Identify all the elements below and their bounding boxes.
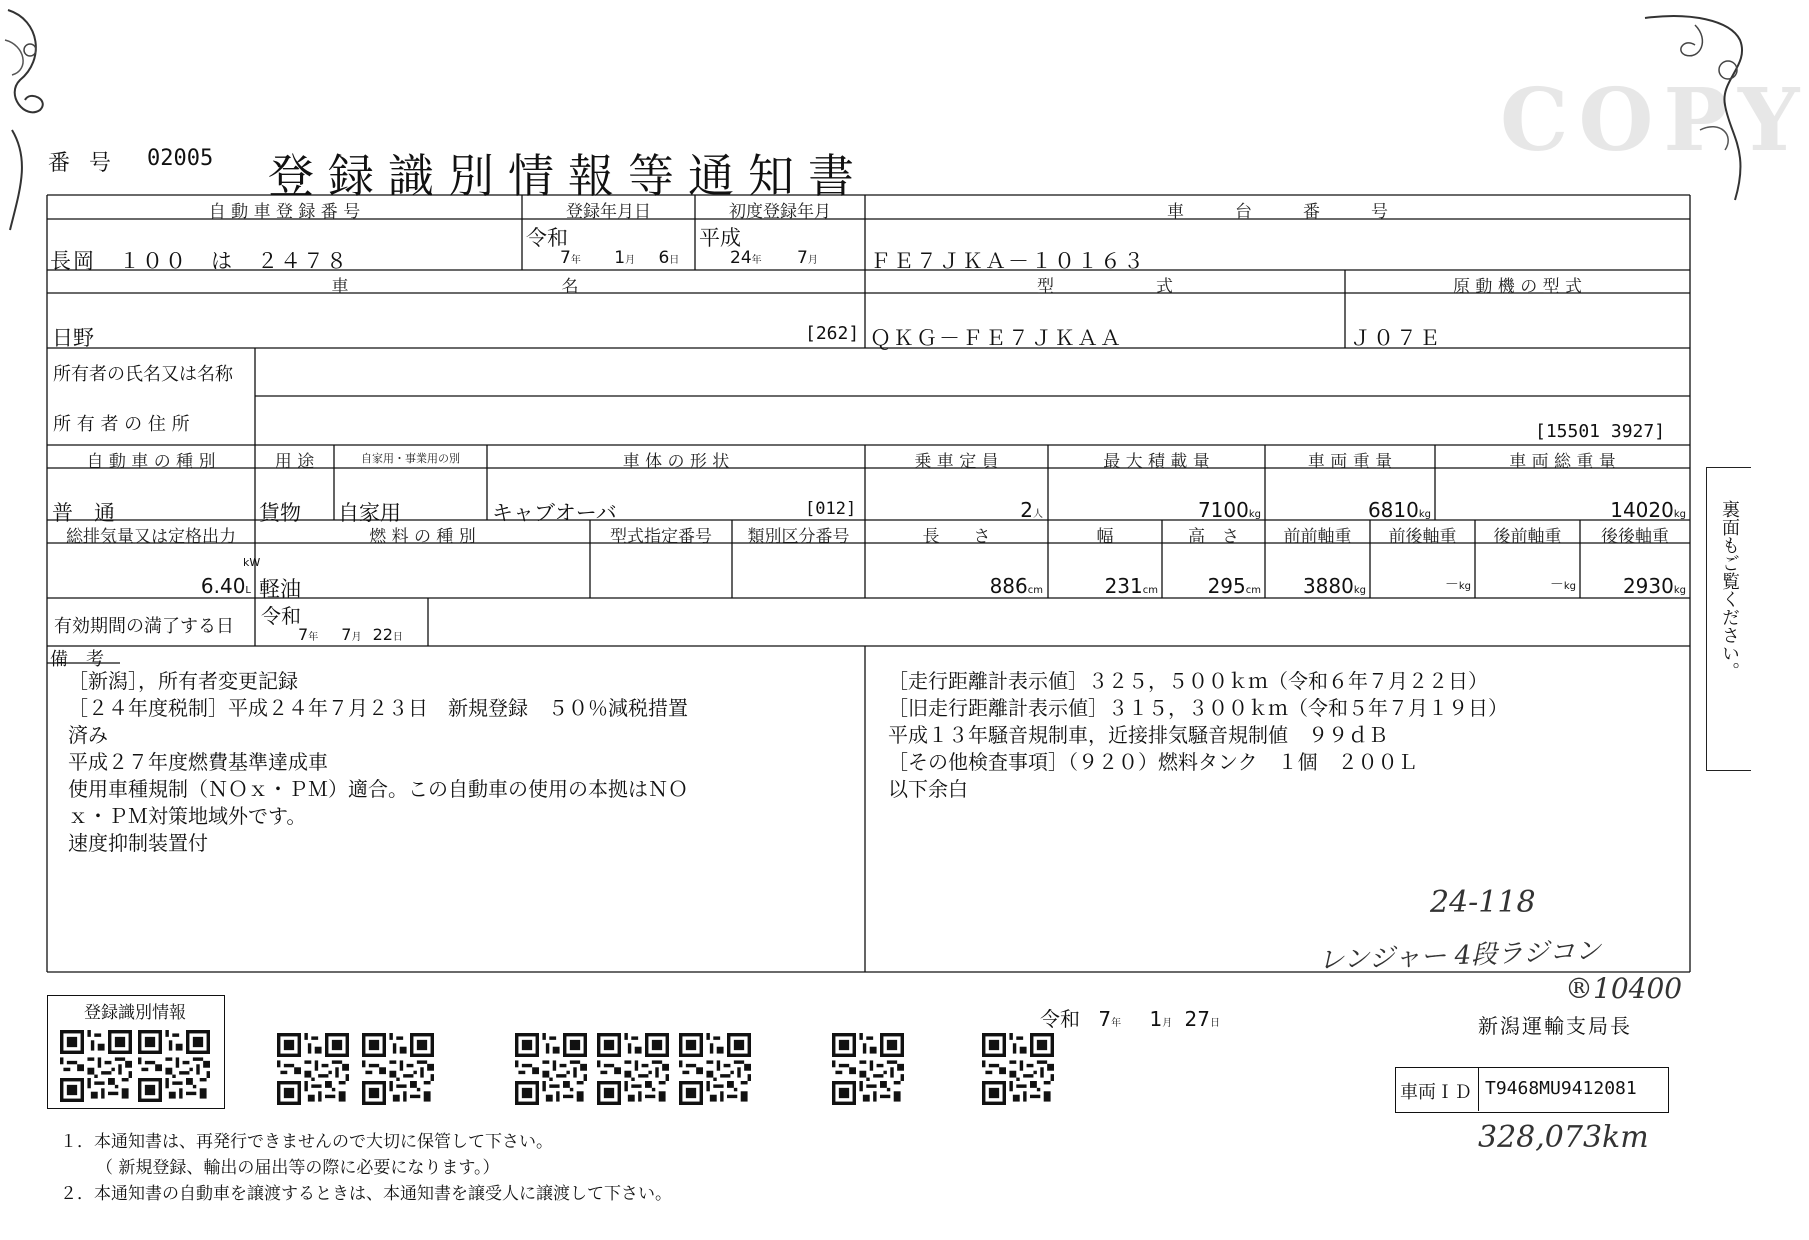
maker-value: 日野 (52, 326, 94, 350)
qr-code (515, 1033, 587, 1105)
qr-box-title: 登録識別情報 (84, 1003, 186, 1023)
header-rr-axle: 後後軸重 (1601, 527, 1669, 547)
remarks-left (68, 668, 688, 857)
remark-line: ［その他検査事項］（９２０）燃料タンク １個 ２００Ｌ (888, 750, 1418, 774)
header-usage: 用 途 (274, 452, 315, 472)
issuer: 新潟運輸支局長 (1478, 1014, 1632, 1038)
header-max-load: 最 大 積 載 量 (1103, 452, 1210, 472)
remark-line: ［２４年度税制］平成２４年７月２３日 新規登録 ５０％減税措置 (68, 696, 688, 720)
header-fr-axle: 前後軸重 (1388, 527, 1457, 547)
header-fuel: 燃 料 の 種 別 (369, 527, 476, 547)
fr-axle-value: －kg (1444, 577, 1471, 593)
capacity-value: 2人 (1020, 498, 1043, 522)
remark-line: 以下余白 (888, 777, 968, 801)
side-note: 裏面もご覧ください。 (1719, 500, 1740, 680)
remarks-label: 備 考 (50, 649, 104, 670)
owner-name-label: 所有者の氏名又は名称 (53, 364, 233, 385)
owner-address-label: 所 有 者 の 住 所 (53, 414, 190, 435)
ff-axle-value: 3880kg (1302, 574, 1366, 598)
header-car: 車 (331, 277, 349, 297)
doc-number: 02005 (147, 146, 214, 171)
header-length: 長 さ (922, 527, 991, 547)
handwritten-price: ®10400 (1565, 972, 1683, 1005)
vehicle-id: T9468MU9412081 (1485, 1078, 1637, 1099)
gross-weight-value: 14020kg (1610, 498, 1686, 522)
header-private-business: 自家用・事業用の別 (361, 452, 460, 465)
height-value: 295cm (1207, 574, 1261, 598)
qr-code (679, 1033, 751, 1105)
header-reg-date: 登録年月日 (566, 202, 651, 222)
issue-date: 令和 7年 1月 27日 (1040, 1007, 1220, 1031)
footer-note: （ 新規登録、輸出の届出等の際に必要になります。） (96, 1158, 500, 1178)
qr-code (277, 1033, 349, 1105)
header-engine: 原 動 機 の 型 式 (1452, 277, 1583, 297)
expiry-date: 7年 7月 22日 (298, 625, 403, 644)
maker-code: [262] (805, 323, 860, 344)
header-vehicle-weight: 車 両 重 量 (1307, 452, 1393, 472)
body-shape-value: キャブオーバ (492, 501, 617, 525)
copy-watermark: COPY (1500, 70, 1809, 171)
address-code: [15501 3927] (1535, 421, 1666, 442)
header-rf-axle: 後前軸重 (1493, 527, 1562, 547)
displacement-unit-top: kW (243, 556, 261, 569)
remark-line: ［旧走行距離計表示値］３１５，３００ｋｍ（令和５年７月１９日） (888, 696, 1508, 720)
doc-number-label: 番 号 (48, 151, 117, 176)
header-capacity: 乗 車 定 員 (914, 452, 999, 472)
header-width: 幅 (1096, 527, 1114, 547)
header-model: 型 式 (1037, 277, 1173, 297)
expiry-label: 有効期間の満了する日 (54, 616, 234, 637)
rf-axle-value: －kg (1549, 577, 1576, 593)
header-category-number: 類別区分番号 (747, 527, 850, 547)
usage-value: 貨物 (259, 501, 301, 525)
header-reg-number: 自 動 車 登 録 番 号 (208, 202, 361, 222)
vehicle-id-label: 車両ＩＤ (1400, 1082, 1472, 1103)
vehicle-weight-value: 6810kg (1367, 498, 1431, 522)
private-business-value: 自家用 (338, 501, 401, 525)
remark-line: 速度抑制装置付 (68, 831, 208, 855)
qr-code (597, 1033, 669, 1105)
qr-code (362, 1033, 434, 1105)
expiry-era: 令和 (261, 604, 301, 628)
remark-line: 済み (68, 723, 108, 747)
remark-line: 平成１３年騒音規制車，近接排気騒音規制値 ９９ｄＢ (888, 723, 1388, 747)
body-code: [012] (805, 499, 857, 519)
qr-code (832, 1033, 904, 1105)
remark-line: ｘ・ＰＭ対策地域外です。 (68, 804, 307, 828)
qr-code (138, 1030, 210, 1102)
vehicle-kind-value: 普 通 (52, 501, 115, 525)
qr-code (982, 1033, 1054, 1105)
remarks-right (888, 668, 1508, 803)
handwritten-code: 24-118 (1430, 885, 1536, 920)
reg-date-value: 7年 1月 6日 (560, 248, 680, 268)
reg-number-value: 長岡 １００ は ２４７８ (50, 249, 349, 273)
rr-axle-value: 2930kg (1622, 574, 1686, 598)
fuel-value: 軽油 (259, 577, 301, 601)
header-displacement: 総排気量又は定格出力 (66, 527, 236, 547)
page-title: 登録識別情報等通知書 (268, 149, 868, 203)
vehicle-id-divider (1478, 1067, 1479, 1111)
header-vehicle-kind: 自 動 車 の 種 別 (86, 452, 216, 472)
header-name: 名 (561, 277, 579, 297)
handwritten-odometer: 328,073km (1478, 1120, 1649, 1155)
max-load-value: 7100kg (1197, 498, 1261, 522)
remark-line: 平成２７年度燃費基準達成車 (68, 750, 328, 774)
header-ff-axle: 前前軸重 (1283, 527, 1352, 547)
first-reg-era: 平成 (699, 226, 741, 250)
remark-line: ［走行距離計表示値］３２５，５００ｋｍ（令和６年７月２２日） (888, 669, 1488, 693)
header-gross-weight: 車 両 総 重 量 (1509, 452, 1616, 472)
engine-value: Ｊ０７Ｅ (1350, 326, 1442, 350)
handwritten-model-note: レンジャー 4段ラジコン (1317, 936, 1602, 976)
header-body-shape: 車 体 の 形 状 (622, 452, 730, 472)
displacement-value: 6.40L (200, 574, 251, 598)
header-type-designation: 型式指定番号 (610, 527, 712, 547)
model-value: ＱＫＧ－ＦＥ７ＪＫＡＡ (870, 326, 1123, 350)
remark-line: 使用車種規制（ＮＯｘ・ＰＭ）適合。この自動車の使用の本拠はＮＯ (68, 777, 688, 801)
footer-note: １．本通知書は、再発行できませんので大切に保管して下さい。 (60, 1132, 553, 1152)
header-height: 高 さ (1188, 527, 1239, 547)
reg-date-era: 令和 (526, 226, 568, 250)
chassis-number-value: ＦＥ７ＪＫＡ－１０１６３ (870, 249, 1146, 273)
length-value: 886cm (989, 574, 1043, 598)
header-first-reg: 初度登録年月 (729, 202, 831, 222)
qr-code (60, 1030, 132, 1102)
footer-note: ２．本通知書の自動車を譲渡するときは、本通知書を譲受人に譲渡して下さい。 (60, 1184, 672, 1204)
width-value: 231cm (1104, 574, 1158, 598)
first-reg-value: 24年 7月 (730, 248, 818, 268)
remark-line: ［新潟］，所有者変更記録 (68, 669, 298, 693)
header-chassis: 車 台 番 号 (1167, 202, 1388, 222)
